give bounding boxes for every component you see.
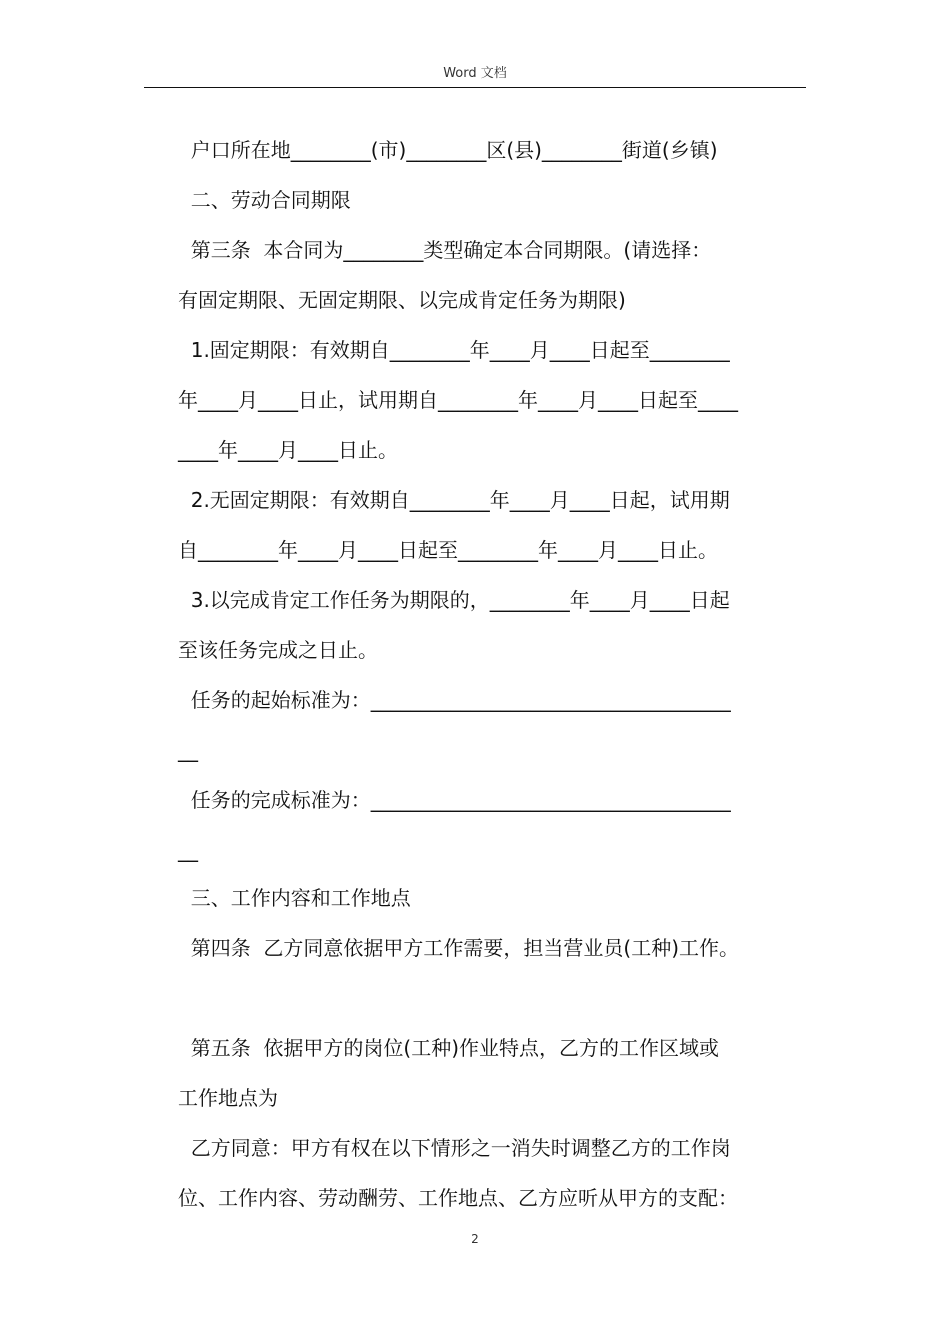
text-line: 第四条 乙方同意依据甲方工作需要，担当营业员(工种)工作。 — [178, 936, 740, 960]
text-line: 任务的起始标准为：____________________________________ — [178, 688, 731, 712]
header-rule — [144, 87, 806, 88]
text-line: 任务的完成标准为：____________________________________ — [178, 788, 731, 812]
text-line: 至该任务完成之日止。 — [178, 638, 378, 662]
text-line: 自________年____月____日起至________年____月____日止。 — [178, 538, 718, 562]
text-line: 年____月____日止，试用期自________年____月____日起至____ — [178, 388, 738, 412]
text-line: 3.以完成肯定工作任务为期限的，________年____月____日起 — [178, 588, 730, 612]
section-heading: 三、工作内容和工作地点 — [178, 886, 411, 910]
text-line: 位、工作内容、劳动酬劳、工作地点、乙方应听从甲方的支配： — [178, 1186, 738, 1210]
text-line: 2.无固定期限：有效期自________年____月____日起，试用期 — [178, 488, 730, 512]
text-line: ____年____月____日止。 — [178, 438, 398, 462]
text-line: 有固定期限、无固定期限、以完成肯定任务为期限) — [178, 288, 626, 312]
section-heading: 二、劳动合同期限 — [178, 188, 351, 212]
text-line: 工作地点为 — [178, 1086, 278, 1110]
text-line: __ — [178, 738, 198, 762]
text-line: 1.固定期限：有效期自________年____月____日起至________ — [178, 338, 730, 362]
page-number: 2 — [471, 1232, 479, 1246]
text-line: 乙方同意：甲方有权在以下情形之一消失时调整乙方的工作岗 — [178, 1136, 731, 1160]
text-line: 户口所在地________(市)________区(县)________街道(乡镇) — [178, 138, 718, 162]
text-line: 第三条 本合同为________类型确定本合同期限。(请选择： — [178, 238, 712, 262]
text-line: __ — [178, 838, 198, 862]
text-line: 第五条 依据甲方的岗位(工种)作业特点，乙方的工作区域或 — [178, 1036, 720, 1060]
page-header: Word 文档 — [443, 66, 507, 81]
